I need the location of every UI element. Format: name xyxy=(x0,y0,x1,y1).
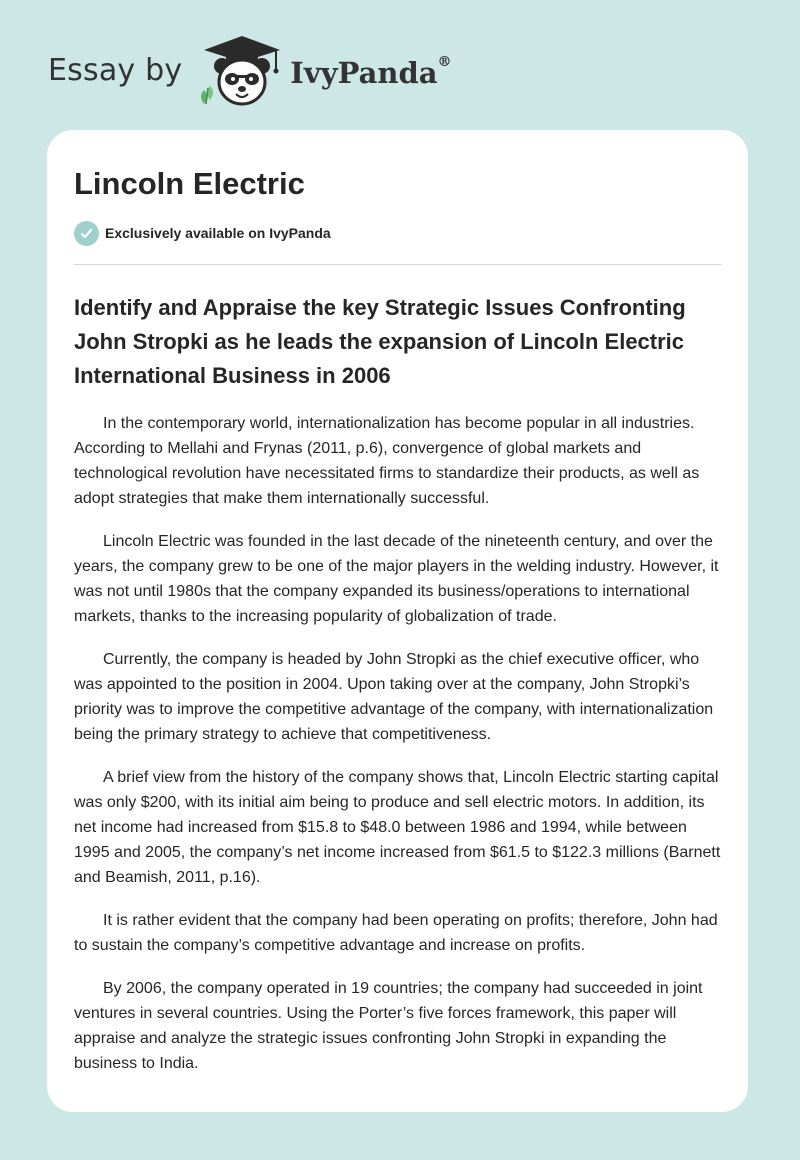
exclusive-badge xyxy=(74,220,722,246)
ivypanda-brand-name[interactable]: IvyPanda® xyxy=(290,54,452,90)
check-circle-icon xyxy=(74,221,99,246)
paragraph: Currently, the company is headed by John Stropki as the chief executive officer, who was appointed to the position in 2004. Upon taking over at the company, John Stropki’s priority was to improve the competitive advantage of the company, with internationalization being the primary strategy to achieve that competitiveness. xyxy=(74,651,714,743)
paragraph: Lincoln Electric was founded in the last decade of the nineteenth century, and over the years, the company grew to be one of the major players in the welding industry. However, it was not until 1980s that the company expanded its business/operations to international markets, thanks to the increasing popularity of globalization of trade. xyxy=(74,533,719,625)
paragraph: In the contemporary world, internationalization has become popular in all industries. According to Mellahi and Frynas (2011, p.6), convergence of global markets and technological revolution have necessitated firms to standardize their products, as well as adopt strategies that make them internationally successful. xyxy=(74,415,700,507)
site-header xyxy=(48,30,452,110)
exclusive-label: Exclusively available on IvyPanda xyxy=(105,225,331,241)
paragraph: By 2006, the company operated in 19 countries; the company had succeeded in joint ventures in several countries. Using the Porter’s five forces framework, this paper will appraise and analyze the strategic issues confronting John Stropki in expanding the business to India. xyxy=(74,980,703,1072)
essay-by-label: Essay by xyxy=(48,52,183,88)
section-heading: Identify and Appraise the key Strategic Issues Confronting John Stropki as he leads the expansion of Lincoln Electric International Business in 2006 xyxy=(74,295,686,388)
paragraph: It is rather evident that the company had been operating on profits; therefore, John had to sustain the company’s competitive advantage and increase on profits. xyxy=(74,912,718,954)
trademark-symbol: ® xyxy=(437,54,452,70)
page-title: Lincoln Electric xyxy=(74,166,305,201)
divider xyxy=(74,264,722,265)
essay-card xyxy=(47,130,748,1112)
panda-graduate-logo-icon[interactable] xyxy=(196,30,288,110)
paragraph: A brief view from the history of the company shows that, Lincoln Electric starting capital was only $200, with its initial aim being to produce and sell electric motors. In addition, its net income had increased from $15.8 to $48.0 between 1986 and 1994, while between 1995 and 2005, the company’s net income increased from $61.5 to $122.3 millions (Barnett and Beamish, 2011, p.16). xyxy=(74,769,721,886)
essay-body xyxy=(74,411,722,1076)
